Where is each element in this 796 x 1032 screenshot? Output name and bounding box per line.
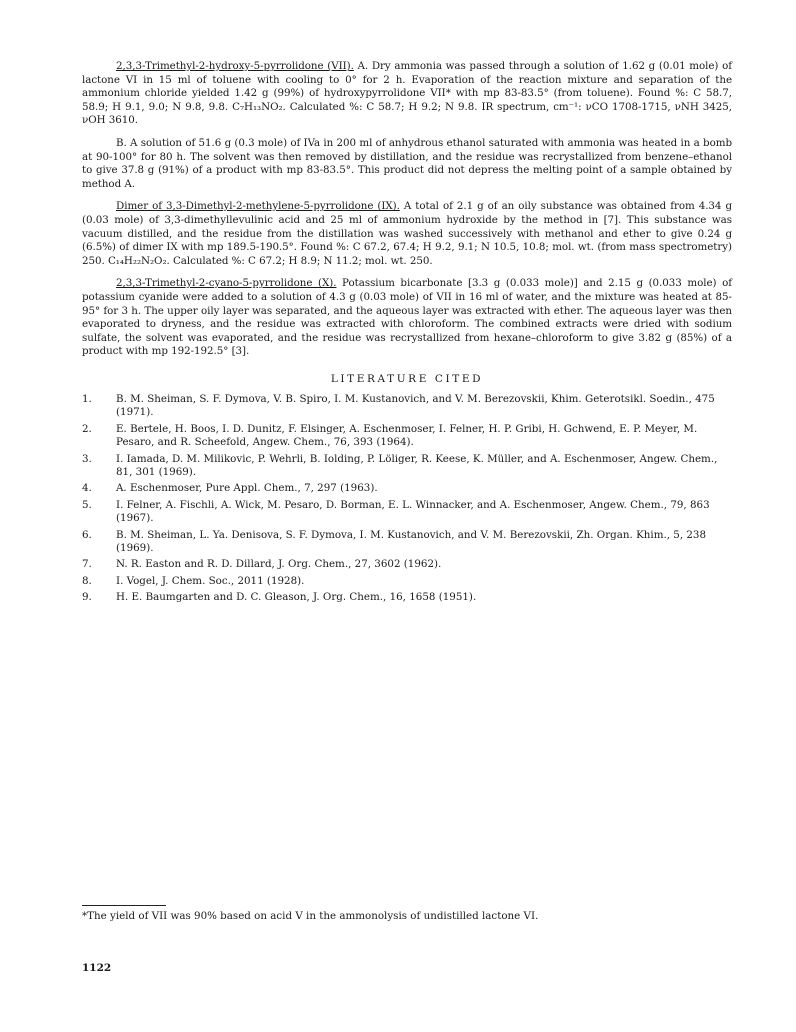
reference-number: 2. — [82, 422, 92, 435]
reference-text: H. E. Baumgarten and D. C. Gleason, J. Org. Chem., 16, 1658 (1951). — [116, 591, 477, 604]
reference-item — [82, 393, 732, 420]
reference-item — [82, 575, 732, 588]
reference-text: B. M. Sheiman, S. F. Dymova, V. B. Spiro, I. M. Kustanovich, and V. M. Berezovskii, Khim. Geterotsikl. Soedin., 475 (1971). — [116, 392, 715, 419]
reference-number: 4. — [82, 482, 92, 495]
reference-item — [82, 453, 732, 480]
page-body — [82, 60, 732, 608]
reference-number: 3. — [82, 452, 92, 465]
paragraph-dimer-ix — [82, 200, 732, 268]
reference-item — [82, 558, 732, 571]
compound-heading: 2,3,3-Trimethyl-2-hydroxy-5-pyrrolidone (VII). — [116, 60, 354, 72]
reference-text: B. M. Sheiman, L. Ya. Denisova, S. F. Dymova, I. M. Kustanovich, and V. M. Berezovskii, Zh. Organ. Khim., 5, 238 (1969). — [116, 528, 707, 554]
reference-number: 7. — [82, 558, 92, 571]
paragraph-text: Potassium bicarbonate [3.3 g (0.033 mole)] and 2.15 g (0.033 mole) of potassium cyanide were added to a solution of 4.3 g (0.03 mole) of VII in 16 ml of water, and the mixture was heated at 85-95° for 3 h. The upper oily layer was separated, and the aqueous layer was extracted with ether. The aqueous layer was then evaporated to dryness, and the residue was extracted with chloroform. The combined extracts were dried with sodium sulfate, the solvent was evaporated, and the residue was recrystallized from hexane–chloroform to give 3.82 g (85%) of a product with mp 192-192.5° [3]. — [82, 277, 732, 358]
paragraph-compound-x — [82, 277, 732, 359]
reference-item — [82, 591, 732, 604]
paragraph-text: A. Dry ammonia was passed through a solution of 1.62 g (0.01 mole) of lactone VI in 15 ml of toluene with cooling to 0° for 2 h. Evaporation of the reaction mixture and separation of the ammonium chloride yielded 1.42 g (99%) of hydroxypyrrolidone VII* with mp 83-83.5° (from toluene). Found %: C 58.7, 58.9; H 9.1, 9.0; N 9.8, 9.8. C₇H₁₃NO₂. Calculated %: C 58.7; H 9.2; N 9.8. IR spectrum, cm⁻¹: νCO 1708-1715, νNH 3425, νOH 3610. — [82, 60, 732, 127]
reference-item — [82, 499, 732, 526]
reference-text: I. Vogel, J. Chem. Soc., 2011 (1928). — [116, 574, 305, 587]
paragraph-text: B. A solution of 51.6 g (0.3 mole) of IVa in 200 ml of anhydrous ethanol saturated with ammonia was heated in a bomb at 90-100° for 80 h. The solvent was then removed by distillation, and the residue was recrystallized from benzene–ethanol to give 37.8 g (91%) of a product with mp 83-83.5°. This product did not depress the melting point of a sample obtained by method A. — [82, 136, 732, 190]
reference-number: 5. — [82, 498, 92, 511]
page-number: 1122 — [82, 962, 112, 974]
reference-item — [82, 423, 732, 450]
paragraph-text: A total of 2.1 g of an oily substance was obtained from 4.34 g (0.03 mole) of 3,3-dimethyllevulinic acid and 25 ml of ammonium hydroxide by the method in [7]. This substance was vacuum distilled, and the residue from the distillation was washed successively with methanol and ether to give 0.24 g (6.5%) of dimer IX with mp 189.5-190.5°. Found %: C 67.2, 67.4; H 9.2, 9.1; N 10.5, 10.8; mol. wt. (from mass spectrometry) 250. C₁₄H₂₂N₂O₂. Calculated %: C 67.2; H 8.9; N 11.2; mol. wt. 250. — [82, 200, 732, 267]
reference-item — [82, 482, 732, 495]
reference-number: 9. — [82, 591, 92, 604]
reference-text: I. Felner, A. Fischli, A. Wick, M. Pesaro, D. Borman, E. L. Winnacker, and A. Eschenmoser, Angew. Chem., 79, 863 (1967). — [116, 498, 710, 525]
reference-text: A. Eschenmoser, Pure Appl. Chem., 7, 297 (1963). — [116, 482, 378, 495]
footnote: *The yield of VII was 90% based on acid V in the ammonolysis of undistilled lactone VI. — [82, 910, 539, 922]
compound-heading: 2,3,3-Trimethyl-2-cyano-5-pyrrolidone (X). — [116, 277, 337, 290]
reference-number: 8. — [82, 574, 92, 587]
paragraph-method-b — [82, 137, 732, 191]
compound-heading: Dimer of 3,3-Dimethyl-2-methylene-5-pyrrolidone (IX). — [116, 200, 400, 213]
reference-item — [82, 529, 732, 556]
reference-number: 6. — [82, 528, 92, 541]
literature-cited-heading: LITERATURE CITED — [330, 372, 484, 385]
reference-list — [82, 393, 732, 605]
footnote-divider — [82, 905, 166, 906]
paragraph-compound-vii-method-a — [82, 60, 732, 128]
reference-number: 1. — [82, 392, 92, 405]
reference-text: I. Iamada, D. M. Milikovic, P. Wehrli, B. Iolding, P. Löliger, R. Keese, K. Müller, and A. Eschenmoser, Angew. Chem., 81, 301 (1969). — [116, 452, 718, 478]
reference-text: E. Bertele, H. Boos, I. D. Dunitz, F. Elsinger, A. Eschenmoser, I. Felner, H. P. Gribi, H. Gchwend, E. P. Meyer, M. Pesaro, and R. Scheefold, Angew. Chem., 76, 393 (1964). — [116, 422, 698, 449]
reference-text: N. R. Easton and R. D. Dillard, J. Org. Chem., 27, 3602 (1962). — [116, 558, 442, 571]
